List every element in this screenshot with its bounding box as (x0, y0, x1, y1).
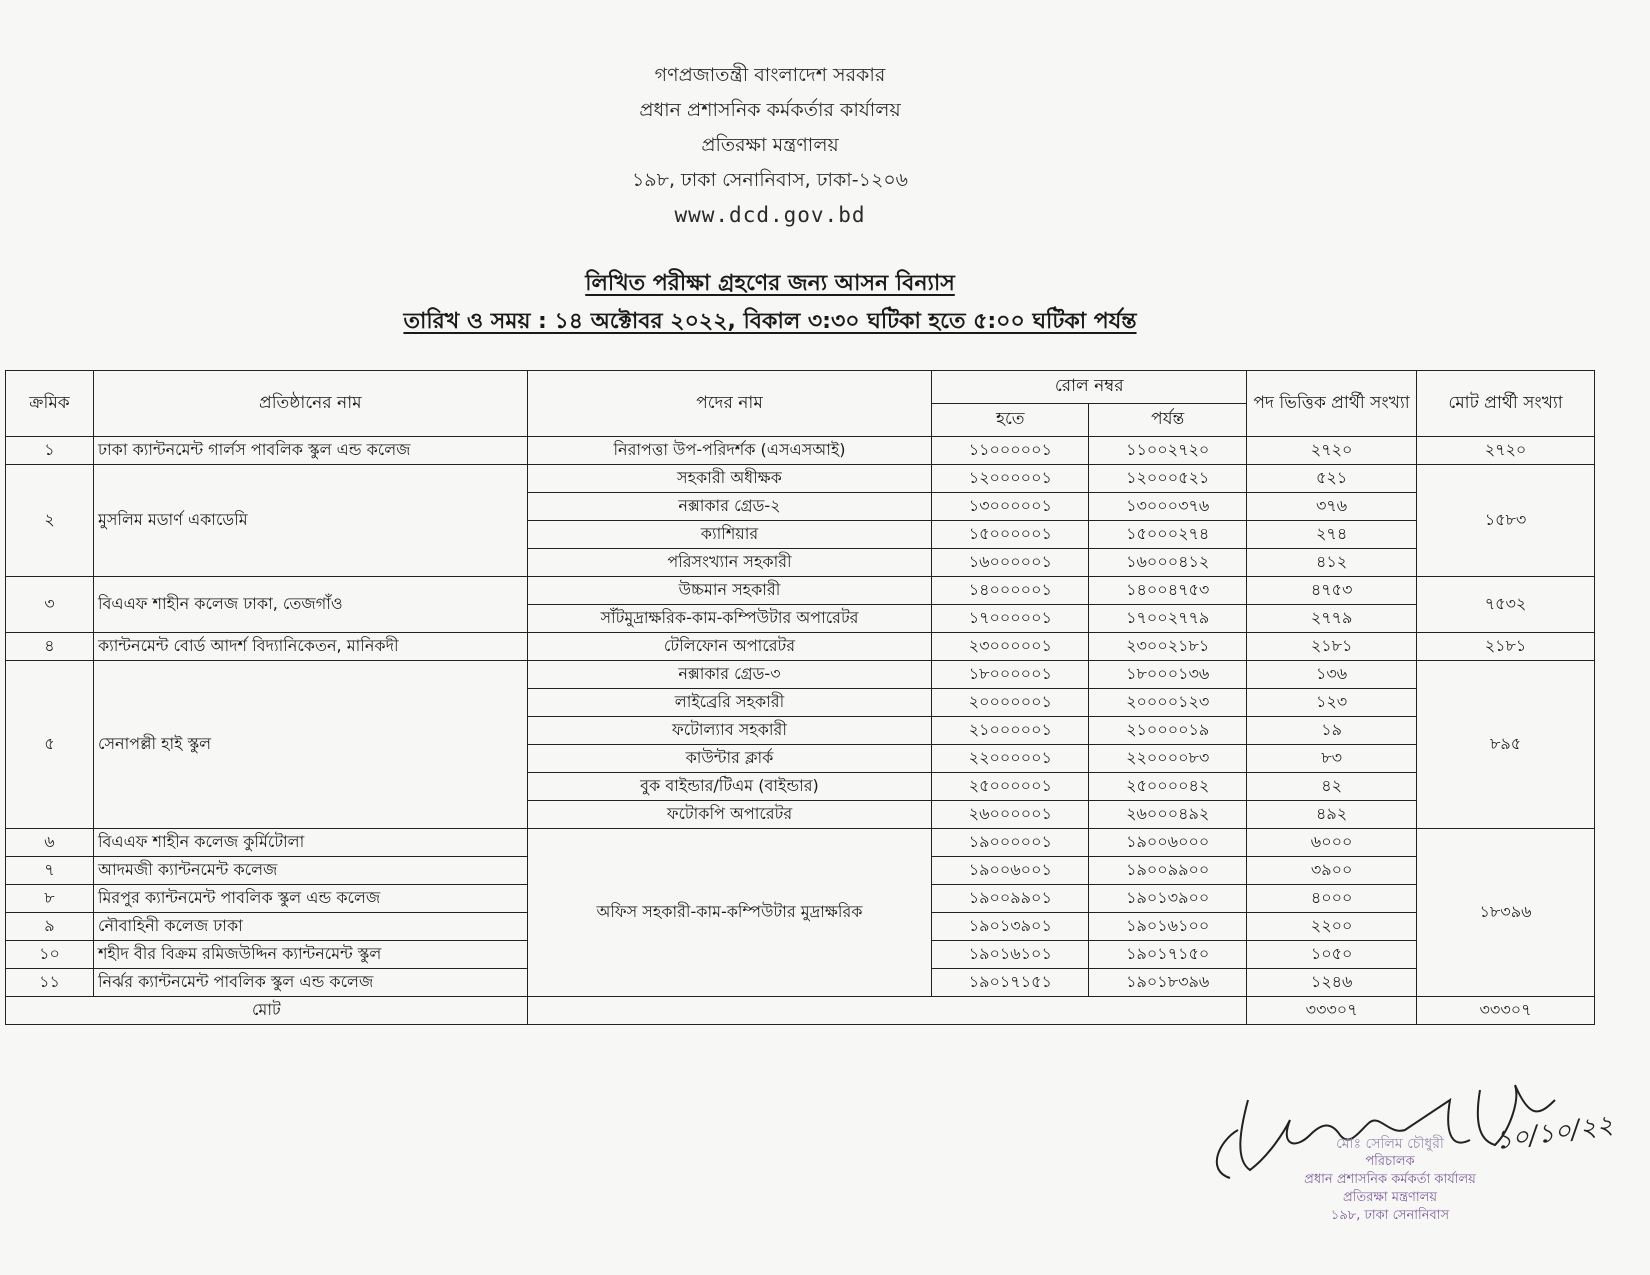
count-cell: ১২৩ (1247, 689, 1417, 717)
serial-cell: ৮ (6, 885, 94, 913)
roll-from-cell: ২২০০০০০১ (932, 745, 1089, 773)
roll-to-cell: ১৯০১৩৯০০ (1089, 885, 1247, 913)
total-cell: ২১৮১ (1417, 633, 1595, 661)
serial-cell: ৫ (6, 661, 94, 829)
roll-from-cell: ১২০০০০০১ (932, 465, 1089, 493)
seal-office: প্রধান প্রশাসনিক কর্মকর্তা কার্যালয় (1304, 1172, 1476, 1187)
total-cell: ১৮৩৯৬ (1417, 829, 1595, 997)
col-post: পদের নাম (527, 371, 932, 437)
count-cell: ২২০০ (1247, 913, 1417, 941)
post-cell: উচ্চমান সহকারী (527, 577, 932, 605)
institution-cell: নির্ঝর ক্যান্টনমেন্ট পাবলিক স্কুল এন্ড কলেজ (93, 969, 527, 997)
serial-cell: ২ (6, 465, 94, 577)
roll-to-cell: ২০০০০১২৩ (1089, 689, 1247, 717)
roll-to-cell: ১৪০০৪৭৫৩ (1089, 577, 1247, 605)
roll-from-cell: ১৯০১৩৯০১ (932, 913, 1089, 941)
roll-to-cell: ১৯০১৮৩৯৬ (1089, 969, 1247, 997)
institution-cell: সেনাপল্লী হাই স্কুল (93, 661, 527, 829)
col-institution: প্রতিষ্ঠানের নাম (93, 371, 527, 437)
table-row (6, 437, 1595, 465)
roll-from-cell: ২৬০০০০০১ (932, 801, 1089, 829)
serial-cell: ৬ (6, 829, 94, 857)
post-cell: লাইব্রেরি সহকারী (527, 689, 932, 717)
count-cell: ১২৪৬ (1247, 969, 1417, 997)
serial-cell: ১০ (6, 941, 94, 969)
roll-to-cell: ১৩০০০৩৭৬ (1089, 493, 1247, 521)
roll-to-cell: ২২০০০০৮৩ (1089, 745, 1247, 773)
roll-from-cell: ১৮০০০০০১ (932, 661, 1089, 689)
roll-from-cell: ১১০০০০০১ (932, 437, 1089, 465)
total-cell: ৭৫৩২ (1417, 577, 1595, 633)
count-cell: ৫২১ (1247, 465, 1417, 493)
roll-from-cell: ১৯০০০০০১ (932, 829, 1089, 857)
roll-to-cell: ১৭০০২৭৭৯ (1089, 605, 1247, 633)
count-cell: ৮৩ (1247, 745, 1417, 773)
col-serial: ক্রমিক (6, 371, 94, 437)
institution-cell: মিরপুর ক্যান্টনমেন্ট পাবলিক স্কুল এন্ড কলেজ (93, 885, 527, 913)
seal-ministry: প্রতিরক্ষা মন্ত্রণালয় (1343, 1190, 1437, 1205)
table-body (6, 437, 1595, 997)
seal-name: মোঃ সেলিম চৌধুরী (1336, 1136, 1444, 1152)
col-roll-from: হতে (932, 404, 1089, 437)
col-total: মোট প্রার্থী সংখ্যা (1417, 371, 1595, 437)
post-cell: ফটোল্যাব সহকারী (527, 717, 932, 745)
roll-to-cell: ১৯০১৭১৫০ (1089, 941, 1247, 969)
count-cell: ১০৫০ (1247, 941, 1417, 969)
col-roll: রোল নম্বর (932, 371, 1247, 404)
serial-cell: ৪ (6, 633, 94, 661)
institution-cell: নৌবাহিনী কলেজ ঢাকা (93, 913, 527, 941)
post-cell: নিরাপত্তা উপ-পরিদর্শক (এসএসআই) (527, 437, 932, 465)
serial-cell: ১ (6, 437, 94, 465)
table-total-row (6, 997, 1595, 1025)
total-empty-cell (527, 997, 1247, 1025)
post-cell: কাউন্টার ক্লার্ক (527, 745, 932, 773)
institution-cell: বিএএফ শাহীন কলেজ কুর্মিটোলা (93, 829, 527, 857)
total-cell: ১৫৮৩ (1417, 465, 1595, 577)
institution-cell: আদমজী ক্যান্টনমেন্ট কলেজ (93, 857, 527, 885)
roll-from-cell: ১৫০০০০০১ (932, 521, 1089, 549)
document-title: লিখিত পরীক্ষা গ্রহণের জন্য আসন বিন্যাস (585, 271, 955, 296)
serial-cell: ৭ (6, 857, 94, 885)
post-cell: নক্সাকার গ্রেড-২ (527, 493, 932, 521)
count-cell: ৬০০০ (1247, 829, 1417, 857)
col-per-post: পদ ভিত্তিক প্রার্থী সংখ্যা (1247, 371, 1417, 437)
seal-designation: পরিচালক (1365, 1154, 1415, 1169)
roll-from-cell: ১৯০১৭১৫১ (932, 969, 1089, 997)
roll-to-cell: ১২০০০৫২১ (1089, 465, 1247, 493)
serial-cell: ৯ (6, 913, 94, 941)
institution-cell: ঢাকা ক্যান্টনমেন্ট গার্লস পাবলিক স্কুল এন্ড কলেজ (93, 437, 527, 465)
post-cell: সহকারী অধীক্ষক (527, 465, 932, 493)
roll-to-cell: ১৯০০৯৯০০ (1089, 857, 1247, 885)
total-label: মোট (6, 997, 528, 1025)
count-cell: ২১৮১ (1247, 633, 1417, 661)
roll-to-cell: ২১০০০০১৯ (1089, 717, 1247, 745)
header-address: ১৯৮, ঢাকা সেনানিবাস, ঢাকা-১২০৬ (631, 169, 909, 191)
count-cell: ৪১২ (1247, 549, 1417, 577)
roll-from-cell: ১৪০০০০০১ (932, 577, 1089, 605)
roll-to-cell: ২৬০০০৪৯২ (1089, 801, 1247, 829)
institution-cell: বিএএফ শাহীন কলেজ ঢাকা, তেজগাঁও (93, 577, 527, 633)
serial-cell: ১১ (6, 969, 94, 997)
roll-from-cell: ২৫০০০০০১ (932, 773, 1089, 801)
institution-cell: ক্যান্টনমেন্ট বোর্ড আদর্শ বিদ্যানিকেতন, মানিকদী (93, 633, 527, 661)
total-per-post: ৩৩৩০৭ (1247, 997, 1417, 1025)
post-cell: ফটোকপি অপারেটর (527, 801, 932, 829)
roll-to-cell: ১৯০০৬০০০ (1089, 829, 1247, 857)
official-seal (1240, 1135, 1540, 1225)
total-grand: ৩৩৩০৭ (1417, 997, 1595, 1025)
post-cell: টেলিফোন অপারেটর (527, 633, 932, 661)
count-cell: ৪৭৫৩ (1247, 577, 1417, 605)
roll-from-cell: ২৩০০০০০১ (932, 633, 1089, 661)
roll-to-cell: ২৩০০২১৮১ (1089, 633, 1247, 661)
roll-from-cell: ১৯০১৬১০১ (932, 941, 1089, 969)
table-row (6, 633, 1595, 661)
col-roll-to: পর্যন্ত (1089, 404, 1247, 437)
count-cell: ৩৯০০ (1247, 857, 1417, 885)
roll-from-cell: ১৩০০০০০১ (932, 493, 1089, 521)
signature-date: ১০/১০/২২ (1493, 1109, 1616, 1157)
letterhead (0, 58, 1540, 233)
count-cell: ৩৭৬ (1247, 493, 1417, 521)
roll-from-cell: ২১০০০০০১ (932, 717, 1089, 745)
count-cell: ১৩৬ (1247, 661, 1417, 689)
roll-from-cell: ১৬০০০০০১ (932, 549, 1089, 577)
serial-cell: ৩ (6, 577, 94, 633)
header-ministry: প্রতিরক্ষা মন্ত্রণালয় (701, 134, 839, 156)
post-cell: পরিসংখ্যান সহকারী (527, 549, 932, 577)
table-row (6, 577, 1595, 605)
roll-from-cell: ১৭০০০০০১ (932, 605, 1089, 633)
table-row (6, 829, 1595, 857)
roll-from-cell: ১৯০০৯৯০১ (932, 885, 1089, 913)
post-cell: সাঁটমুদ্রাক্ষরিক-কাম-কম্পিউটার অপারেটর (527, 605, 932, 633)
roll-to-cell: ১৫০০০২৭৪ (1089, 521, 1247, 549)
count-cell: ৪২ (1247, 773, 1417, 801)
seat-plan-table (5, 370, 1595, 1025)
header-office: প্রধান প্রশাসনিক কর্মকর্তার কার্যালয় (639, 99, 901, 121)
count-cell: ৪০০০ (1247, 885, 1417, 913)
roll-from-cell: ১৯০০৬০০১ (932, 857, 1089, 885)
roll-to-cell: ১৮০০০১৩৬ (1089, 661, 1247, 689)
institution-cell: মুসলিম মডার্ণ একাডেমি (93, 465, 527, 577)
total-cell: ৮৯৫ (1417, 661, 1595, 829)
seal-address: ১৯৮, ঢাকা সেনানিবাস (1330, 1208, 1450, 1223)
roll-to-cell: ২৫০০০০৪২ (1089, 773, 1247, 801)
roll-to-cell: ১১০০২৭২০ (1089, 437, 1247, 465)
roll-from-cell: ২০০০০০০১ (932, 689, 1089, 717)
header-website: www.dcd.gov.bd (674, 203, 866, 227)
roll-to-cell: ১৬০০০৪১২ (1089, 549, 1247, 577)
count-cell: ২৭২০ (1247, 437, 1417, 465)
roll-to-cell: ১৯০১৬১০০ (1089, 913, 1247, 941)
header-govt: গণপ্রজাতন্ত্রী বাংলাদেশ সরকার (654, 64, 886, 86)
table-row (6, 465, 1595, 493)
count-cell: ১৯ (1247, 717, 1417, 745)
total-cell: ২৭২০ (1417, 437, 1595, 465)
post-cell: নক্সাকার গ্রেড-৩ (527, 661, 932, 689)
document-subtitle: তারিখ ও সময় : ১৪ অক্টোবর ২০২২, বিকাল ৩:৩০ ঘটিকা হতে ৫:০০ ঘটিকা পর্যন্ত (403, 309, 1137, 334)
institution-cell: শহীদ বীর বিক্রম রমিজউদ্দিন ক্যান্টনমেন্ট স্কুল (93, 941, 527, 969)
count-cell: ২৭৭৯ (1247, 605, 1417, 633)
count-cell: ৪৯২ (1247, 801, 1417, 829)
post-cell: বুক বাইন্ডার/টিএম (বাইন্ডার) (527, 773, 932, 801)
document-titles (0, 265, 1540, 341)
table-row (6, 661, 1595, 689)
post-cell: অফিস সহকারী-কাম-কম্পিউটার মুদ্রাক্ষরিক (527, 829, 932, 997)
header-row (6, 371, 1595, 404)
post-cell: ক্যাশিয়ার (527, 521, 932, 549)
count-cell: ২৭৪ (1247, 521, 1417, 549)
